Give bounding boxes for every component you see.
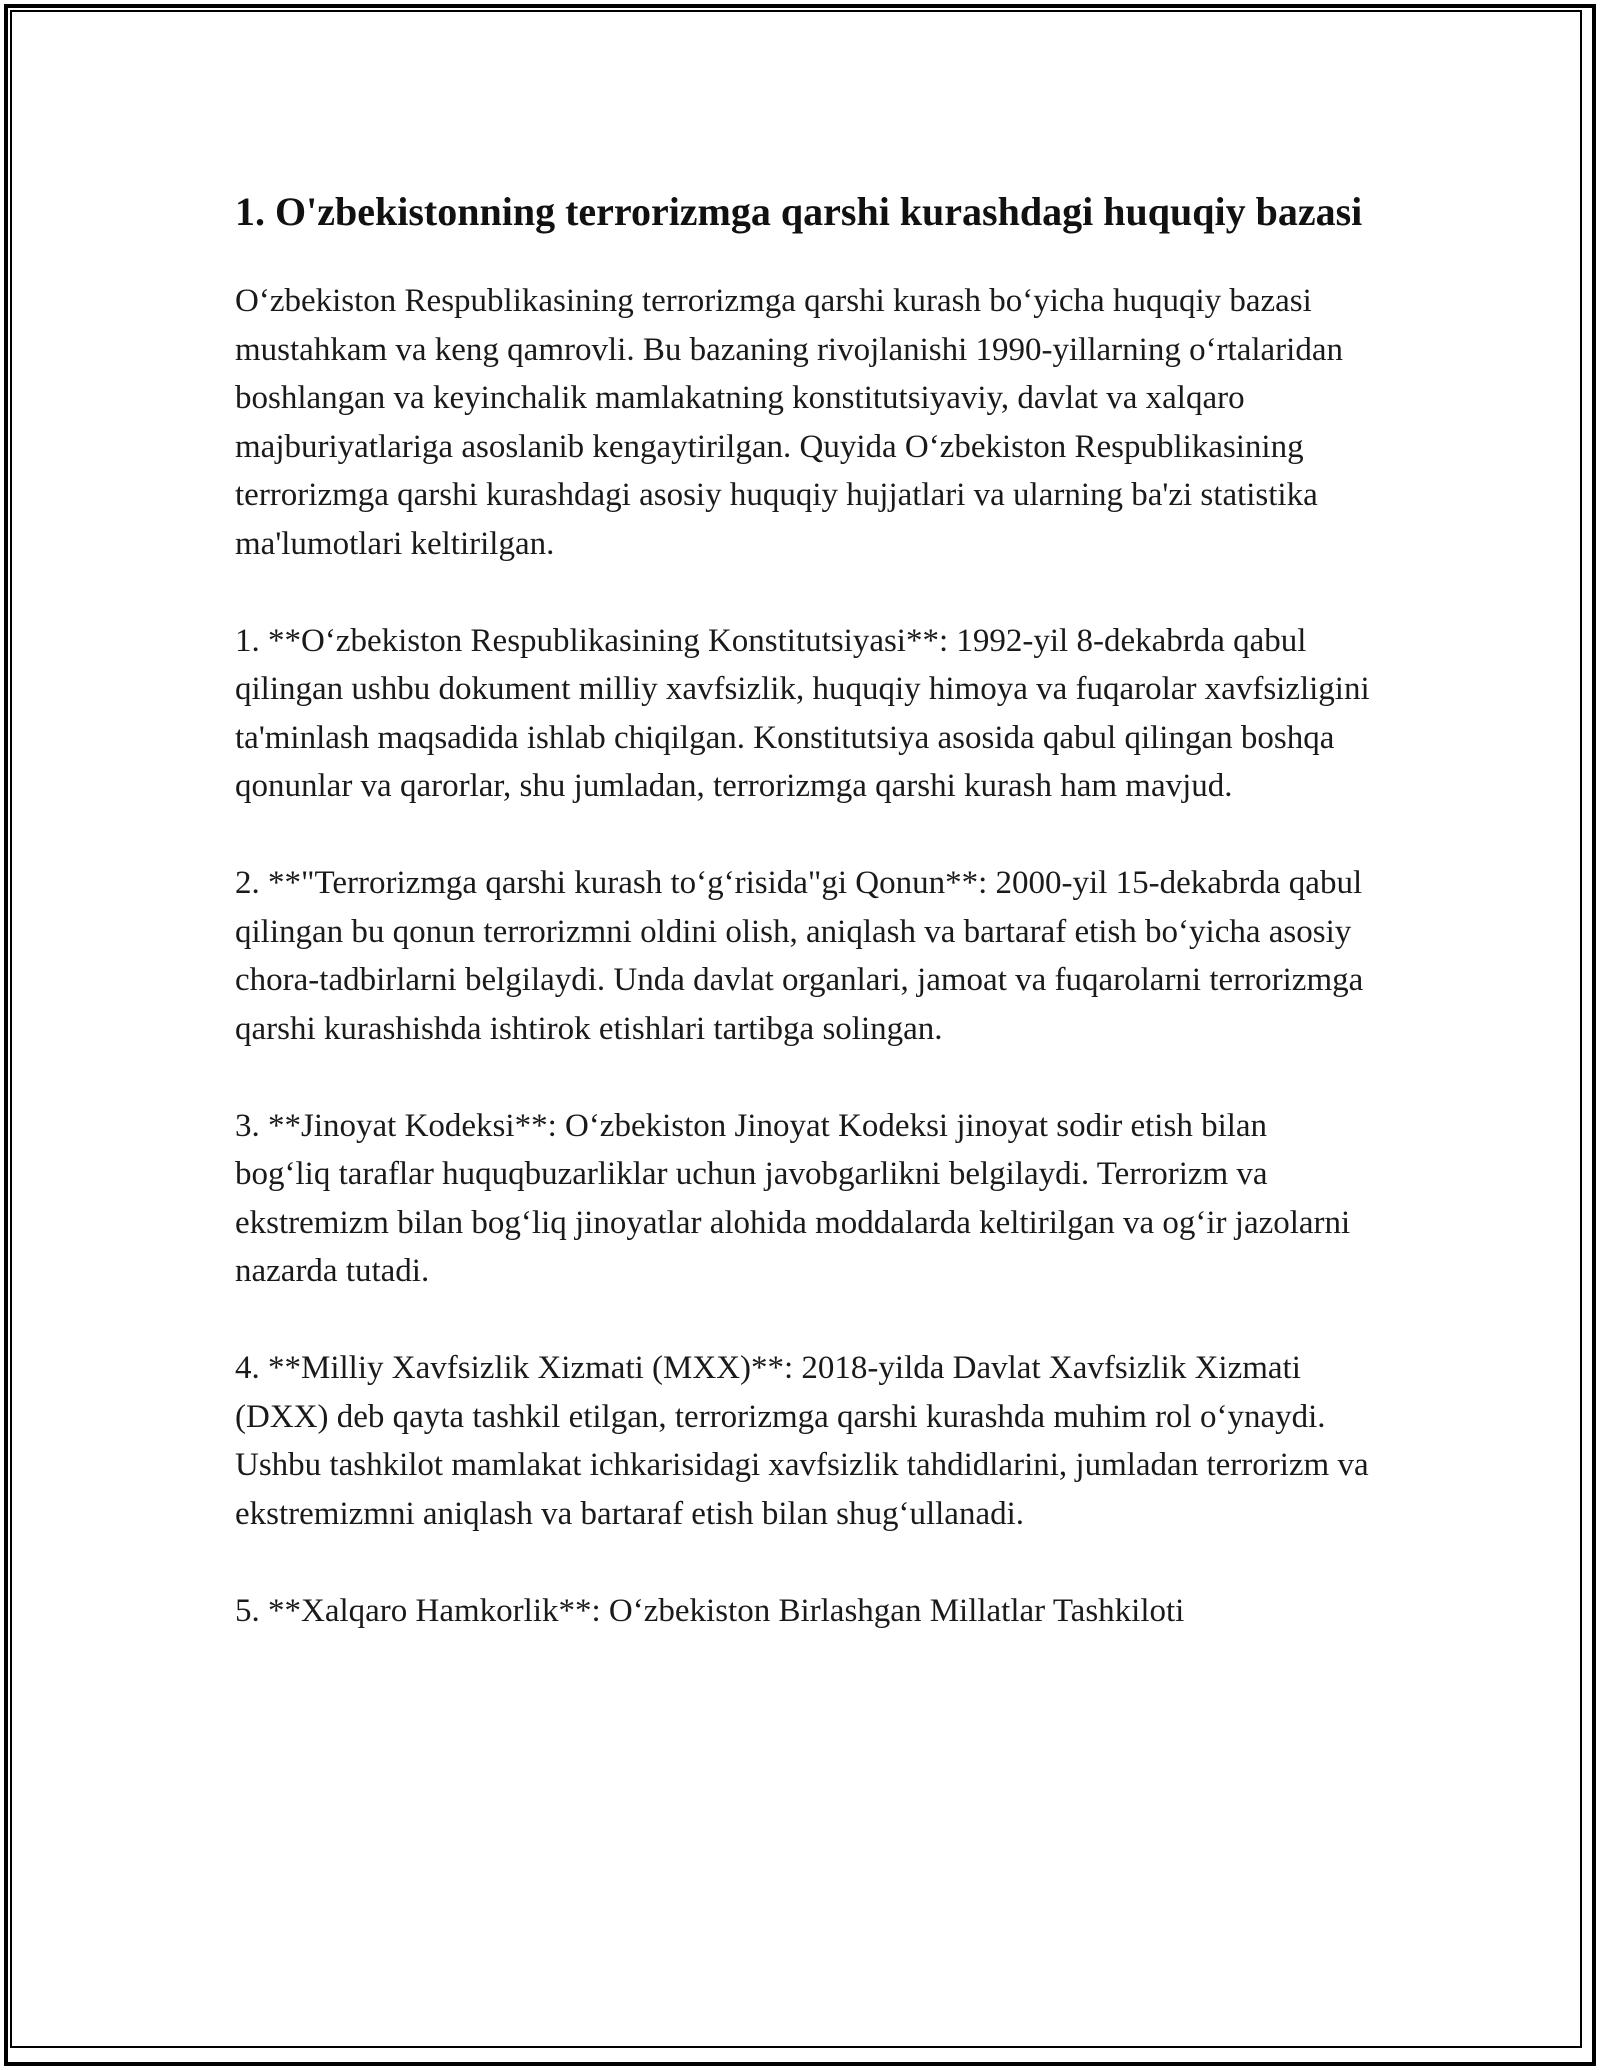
section-heading: 1. O'zbekistonning terrorizmga qarshi kurashdagi huquqiy bazasi bbox=[235, 189, 1363, 234]
list-item-criminal-code: 3. **Jinoyat Kodeksi**: O‘zbekiston Jinoyat Kodeksi jinoyat sodir etish bilan bog‘liq taraflar huquqbuzarliklar uchun javobgarlikni belgilaydi. Terrorizm va ekstremizm bilan bog‘liq jinoyatlar alohida moddalarda keltirilgan va og‘ir jazolarni nazarda tutadi. bbox=[235, 1107, 1351, 1289]
intro-paragraph: O‘zbekiston Respublikasining terrorizmga qarshi kurash bo‘yicha huquqiy bazasi mustahkam va keng qamrovli. Bu bazaning rivojlanishi 1990-yillarning o‘rtalaridan boshlangan va keyinchalik mamlakatning konstitutsiyaviy, davlat va xalqaro majburiyatlariga asoslanib kengaytirilgan. Quyida O‘zbekiston Respublikasining terrorizmga qarshi kurashdagi asosiy huquqiy hujjatlari va ularning ba'zi statistika ma'lumotlari keltirilgan. bbox=[235, 283, 1343, 562]
list-item-constitution: 1. **O‘zbekiston Respublikasining Konstitutsiyasi**: 1992-yil 8-dekabrda qabul qilingan ushbu dokument milliy xavfsizlik, huquqiy himoya va fuqarolar xavfsizligini ta'minlash maqsadida ishlab chiqilgan. Konstitutsiya asosida qabul qilingan boshqa qonunlar va qarorlar, shu jumladan, terrorizmga qarshi kurash ham mavjud. bbox=[235, 622, 1370, 804]
list-item-national-security-service: 4. **Milliy Xavfsizlik Xizmati (MXX)**: 2018-yilda Davlat Xavfsizlik Xizmati (DXX) deb qayta tashkil etilgan, terrorizmga qarshi kurashda muhim rol o‘ynaydi. Ushbu tashkilot mamlakat ichkarisidagi xavfsizlik tahdidlarini, jumladan terrorizm va ekstremizmni aniqlash va bartaraf etish bilan shug‘ullanadi. bbox=[235, 1350, 1369, 1532]
list-item-international-cooperation: 5. **Xalqaro Hamkorlik**: O‘zbekiston Birlashgan Millatlar Tashkiloti bbox=[235, 1592, 1185, 1629]
document-page bbox=[235, 184, 1370, 1684]
list-item-counter-terrorism-law: 2. **"Terrorizmga qarshi kurash to‘g‘risida"gi Qonun**: 2000-yil 15-dekabrda qabul qilingan bu qonun terrorizmni oldini olish, aniqlash va bartaraf etish bo‘yicha asosiy chora-tadbirlarni belgilaydi. Unda davlat organlari, jamoat va fuqarolarni terrorizmga qarshi kurashishda ishtirok etishlari tartibga solingan. bbox=[235, 865, 1364, 1047]
